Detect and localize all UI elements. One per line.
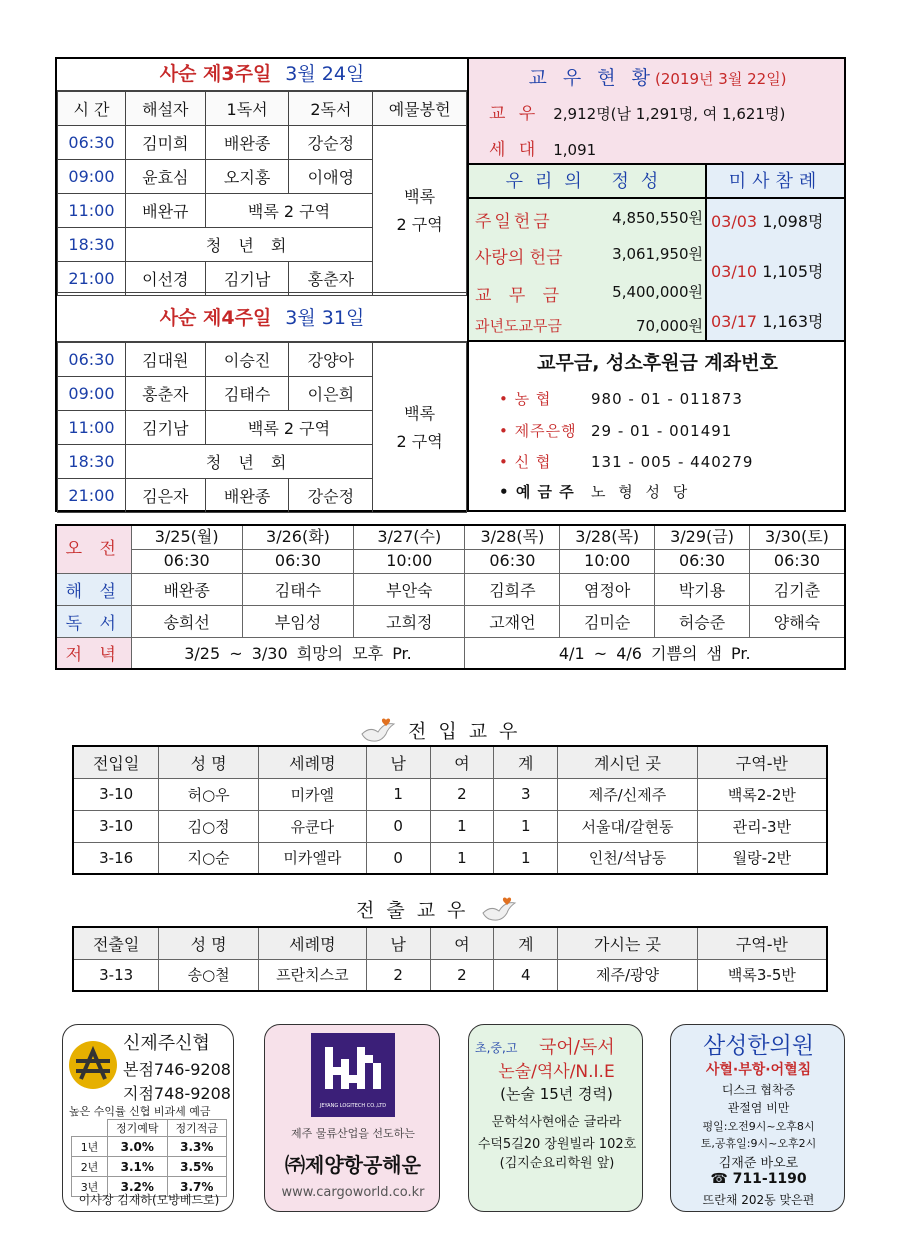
week3-schedule-table (57, 91, 467, 296)
credit-union-note: 높은 수익률 신협 비과세 예금 (69, 1105, 211, 1118)
header-cell: 여 (430, 746, 494, 778)
table-row (58, 343, 467, 377)
clinic-hours2: 토,공휴일:9시~오후2시 (700, 1137, 817, 1150)
parishioner-status-panel (467, 59, 844, 165)
account-number: 980 - 01 - 011873 (591, 390, 743, 408)
offerings-title: 우리의 정성 (469, 165, 707, 199)
outgoing-title: 전출교우 (356, 899, 478, 922)
offering-line1: 백록 (404, 403, 436, 423)
attendance-count: 1,098명 (762, 212, 824, 231)
cell: 0 (366, 842, 430, 874)
time-cell: 11:00 (58, 194, 126, 228)
time-cell: 06:30 (58, 343, 126, 377)
name-cell: 오지홍 (205, 160, 289, 194)
cell: 송○철 (159, 959, 259, 991)
credit-union-rate-table (71, 1119, 227, 1197)
academy-ad (468, 1024, 643, 1212)
cell: 2년 (72, 1157, 108, 1177)
header-cell: 남 (366, 746, 430, 778)
header-reading1: 1독서 (205, 92, 289, 126)
cell: 2 (366, 959, 430, 991)
cell: 3.0% (108, 1137, 168, 1157)
week4-schedule-table (57, 342, 467, 513)
clinic-specialty: 사혈·부항·어혈침 (705, 1062, 812, 1078)
time-cell: 09:00 (58, 160, 126, 194)
cell: 3-13 (73, 959, 159, 991)
bank-name-text: 신 협 (514, 453, 552, 471)
header-cell: 세례명 (259, 746, 367, 778)
cell: 제주/신제주 (558, 778, 698, 810)
name-cell: 김기남 (125, 411, 205, 445)
mass-schedule-box (55, 57, 846, 512)
offering-value: 4,850,550원 (612, 209, 703, 227)
time-cell: 18:30 (58, 228, 126, 262)
name-cell: 박기용 (655, 573, 750, 605)
account-holder: 노 형 성 당 (591, 483, 692, 501)
cell: 1 (430, 842, 494, 874)
name-cell: 홍춘자 (125, 377, 205, 411)
cell: 1 (366, 778, 430, 810)
clinic-doctor: 김재준 바오로 (718, 1156, 799, 1171)
name-cell: 부안숙 (354, 573, 465, 605)
cell: 1년 (72, 1137, 108, 1157)
time-cell: 06:30 (58, 126, 126, 160)
weekday-date: 3/27(수) (354, 525, 465, 549)
incoming-title-wrap (358, 716, 529, 748)
name-cell: 이은희 (289, 377, 373, 411)
logistics-logo-text: JEYANG LOGITECH CO.,LTD (319, 1103, 387, 1109)
account-number: 131 - 005 - 440279 (591, 453, 754, 471)
parishioner-status-date: (2019년 3월 22일) (655, 70, 787, 88)
clinic-joint: 관절염 비만 (727, 1101, 790, 1115)
cell: 1 (494, 842, 558, 874)
offering-item (475, 243, 703, 268)
header-cell: 세례명 (259, 927, 367, 959)
table-row (72, 1157, 227, 1177)
header-cell: 남 (366, 927, 430, 959)
cell: 1 (430, 810, 494, 842)
logistics-logo-icon (311, 1033, 395, 1117)
outgoing-title-wrap (356, 895, 519, 927)
name-cell: 김은자 (125, 479, 205, 513)
table-row (73, 842, 827, 874)
cell: 3년 (72, 1177, 108, 1197)
weekday-time: 06:30 (131, 549, 242, 573)
name-cell: 김기남 (205, 262, 289, 296)
table-row (73, 959, 827, 991)
account-holder-text: 예 금 주 (515, 483, 575, 501)
name-cell: 고희정 (354, 605, 465, 637)
week4-label: 사순 제4주일 (159, 307, 272, 329)
account-item (499, 388, 743, 409)
bank-name-text: 농 협 (514, 390, 552, 408)
weekday-mass-table (55, 524, 846, 670)
cell: 3.1% (108, 1157, 168, 1177)
academy-subjects2: 논술/역사/N.I.E (498, 1062, 615, 1082)
logistics-ad (264, 1024, 440, 1212)
name-cell: 부임성 (242, 605, 353, 637)
bank-accounts-panel (467, 342, 844, 510)
clinic-ad (670, 1024, 845, 1212)
academy-address: 수덕5길20 장원빌라 102호(김지순요리학원 앞) (477, 1137, 637, 1171)
bank-name: • 신 협 (499, 453, 552, 471)
name-cell: 김태수 (205, 377, 289, 411)
name-cell: 강양아 (289, 343, 373, 377)
youth-cell: 청 년 회 (125, 445, 372, 479)
name-cell: 김미희 (125, 126, 205, 160)
dove-icon (358, 716, 398, 748)
bank-accounts-title: 교무금, 성소후원금 계좌번호 (537, 352, 778, 374)
members-row (489, 99, 785, 124)
header-cell: 구역-반 (697, 746, 827, 778)
attendance-date: 03/10 (711, 262, 758, 281)
name-cell: 배완종 (205, 126, 289, 160)
name-cell: 강순정 (289, 126, 373, 160)
cell: 3.7% (167, 1177, 227, 1197)
weekday-date: 3/29(금) (655, 525, 750, 549)
cell: 월랑-2반 (697, 842, 827, 874)
name-cell: 배완종 (131, 573, 242, 605)
bank-name: • 농 협 (499, 390, 552, 408)
clinic-disk: 디스크 협착증 (721, 1083, 796, 1097)
cell: 허○우 (159, 778, 259, 810)
academy-experience: (논술 15년 경력) (500, 1085, 613, 1103)
offering-label: 과년도교무금 (475, 317, 562, 335)
attendance-item (711, 209, 823, 232)
header-cell: 구역-반 (697, 927, 827, 959)
account-number: 29 - 01 - 001491 (591, 422, 733, 440)
weekday-date: 3/25(월) (131, 525, 242, 549)
header-cell: 계 (494, 927, 558, 959)
logistics-url: www.cargoworld.co.kr (281, 1185, 425, 1200)
name-cell: 김미순 (560, 605, 655, 637)
time-cell: 09:00 (58, 377, 126, 411)
academy-level: 초,중,고 (475, 1041, 518, 1055)
bank-name: • 제주은행 (499, 422, 577, 440)
parishioner-status-title (469, 63, 846, 90)
week3-label: 사순 제3주일 (159, 63, 272, 85)
cell: 백록3-5반 (697, 959, 827, 991)
household-row (489, 135, 596, 160)
header-cell: 전입일 (73, 746, 159, 778)
table-row (73, 810, 827, 842)
header-cell: 성 명 (159, 746, 259, 778)
members-label: 교 우 (489, 104, 540, 124)
cell: 미카엘라 (259, 842, 367, 874)
weekday-time: 06:30 (655, 549, 750, 573)
table-row (73, 778, 827, 810)
cell: 백록2-2반 (697, 778, 827, 810)
household-value: 1,091 (553, 141, 597, 159)
attendance-date: 03/17 (711, 312, 758, 331)
cell: 2 (430, 778, 494, 810)
cell: 서울대/갈현동 (558, 810, 698, 842)
household-label: 세 대 (489, 140, 540, 160)
offering-cell (373, 343, 467, 513)
youth-cell: 청 년 회 (125, 228, 372, 262)
weekday-date-row (56, 525, 845, 549)
name-cell: 고재언 (465, 605, 560, 637)
weekday-time-row (56, 549, 845, 573)
weekday-date: 3/28(목) (465, 525, 560, 549)
header-cell: 여 (430, 927, 494, 959)
name-cell: 배완규 (125, 194, 205, 228)
header-time: 시 간 (58, 92, 126, 126)
name-cell: 양해숙 (749, 605, 845, 637)
account-item (499, 451, 753, 472)
members-value: 2,912명(남 1,291명, 여 1,621명) (553, 105, 786, 123)
clinic-hours1: 평일:오전9시~오후8시 (702, 1120, 815, 1133)
offering-value: 70,000원 (636, 317, 703, 335)
table-header-row (72, 1120, 227, 1137)
name-cell: 홍춘자 (289, 262, 373, 296)
account-item (499, 420, 732, 441)
logistics-slogan: 제주 물류산업을 선도하는 (291, 1127, 415, 1140)
header-cell: 계시던 곳 (558, 746, 698, 778)
name-cell: 김태수 (242, 573, 353, 605)
weekday-time: 06:30 (465, 549, 560, 573)
credit-union-name: 신제주신협 (123, 1033, 210, 1054)
week4-date: 3월 31일 (285, 307, 365, 329)
cell: 3.5% (167, 1157, 227, 1177)
name-cell: 김희주 (465, 573, 560, 605)
offering-value: 5,400,000원 (612, 283, 703, 301)
evening-group: 4/1 ~ 4/6 기쁨의 샘 Pr. (465, 637, 845, 669)
evening-label: 저 녁 (56, 637, 131, 669)
credit-union-logo-icon (67, 1039, 119, 1091)
offering-label: 사랑의 헌금 (475, 248, 563, 268)
offering-item (475, 207, 703, 232)
clinic-name: 삼성한의원 (702, 1033, 815, 1059)
merged-cell: 백록 2 구역 (205, 194, 373, 228)
credit-union-branch2: 지점748-9208 (123, 1084, 231, 1103)
header-cell: 전출일 (73, 927, 159, 959)
incoming-title: 전입교우 (408, 720, 530, 743)
academy-subjects1: 국어/독서 (539, 1037, 615, 1058)
offerings-panel (467, 165, 707, 342)
offering-label: 교 무 금 (475, 286, 566, 306)
name-cell: 이애영 (289, 160, 373, 194)
academy-teacher: 문학석사현애순 글라라 (491, 1115, 622, 1130)
cell: 프란치스코 (259, 959, 367, 991)
cell: 미카엘 (259, 778, 367, 810)
incoming-table (72, 745, 828, 875)
header-cell: 성 명 (159, 927, 259, 959)
cell: 관리-3반 (697, 810, 827, 842)
attendance-item (711, 309, 823, 332)
account-item (499, 481, 691, 502)
name-cell: 송희선 (131, 605, 242, 637)
commentator-row (56, 573, 845, 605)
reader-row (56, 605, 845, 637)
dove-icon (479, 895, 519, 927)
cell: 3-10 (73, 778, 159, 810)
weekday-time: 10:00 (560, 549, 655, 573)
cell: 제주/광양 (558, 959, 698, 991)
name-cell: 윤효심 (125, 160, 205, 194)
header-reading2: 2독서 (289, 92, 373, 126)
building-blocks-icon (311, 1033, 395, 1103)
reader-label: 독 서 (56, 605, 131, 637)
offering-item (475, 315, 703, 336)
cell: 유쿤다 (259, 810, 367, 842)
credit-union-chair: 이사장 김재하(모방베드로) (78, 1193, 220, 1207)
header-cell: 가시는 곳 (558, 927, 698, 959)
time-cell: 21:00 (58, 262, 126, 296)
cell: 인천/석남동 (558, 842, 698, 874)
cell: 3.3% (167, 1137, 227, 1157)
evening-row (56, 637, 845, 669)
table-header-row (73, 927, 827, 959)
offering-item (475, 281, 703, 306)
header-cell: 정기예탁 (108, 1120, 168, 1137)
table-header-row (73, 746, 827, 778)
time-cell: 21:00 (58, 479, 126, 513)
attendance-count: 1,105명 (762, 262, 824, 281)
cell: 0 (366, 810, 430, 842)
offering-line2: 2 구역 (396, 431, 443, 451)
weekday-time: 06:30 (749, 549, 845, 573)
offering-line2: 2 구역 (396, 214, 443, 234)
outgoing-table (72, 926, 828, 992)
name-cell: 이승진 (205, 343, 289, 377)
credit-union-ad (62, 1024, 234, 1212)
name-cell: 이선경 (125, 262, 205, 296)
weekday-time: 06:30 (242, 549, 353, 573)
weekday-time: 10:00 (354, 549, 465, 573)
time-cell: 18:30 (58, 445, 126, 479)
header-commentator: 해설자 (125, 92, 205, 126)
commentator-label: 해 설 (56, 573, 131, 605)
evening-group: 3/25 ~ 3/30 희망의 모후 Pr. (131, 637, 465, 669)
morning-label: 오 전 (56, 525, 131, 573)
name-cell: 김대원 (125, 343, 205, 377)
header-cell: 정기적금 (167, 1120, 227, 1137)
header-offering: 예물봉헌 (373, 92, 467, 126)
offering-line1: 백록 (404, 186, 436, 206)
name-cell: 강순정 (289, 479, 373, 513)
table-header-row (58, 92, 467, 126)
weekday-date: 3/26(화) (242, 525, 353, 549)
cell: 지○순 (159, 842, 259, 874)
logistics-name: ㈜제양항공해운 (285, 1153, 421, 1177)
time-cell: 11:00 (58, 411, 126, 445)
cell: 3 (494, 778, 558, 810)
offering-label: 주일헌금 (475, 212, 553, 232)
mass-attendance-panel (707, 165, 844, 342)
parishioner-status-heading: 교 우 현 황 (528, 67, 656, 89)
mass-attendance-title: 미사참례 (707, 165, 844, 199)
table-row (58, 126, 467, 160)
weekday-date: 3/30(토) (749, 525, 845, 549)
clinic-location: 뜨란채 202동 맞은편 (702, 1193, 815, 1207)
attendance-count: 1,163명 (762, 312, 824, 331)
cell: 1 (494, 810, 558, 842)
clinic-phone: ☎ 711-1190 (710, 1171, 807, 1187)
cell: 3-10 (73, 810, 159, 842)
name-cell: 김기춘 (749, 573, 845, 605)
offering-value: 3,061,950원 (612, 245, 703, 263)
cell: 2 (430, 959, 494, 991)
cell: 3.2% (108, 1177, 168, 1197)
name-cell: 허승준 (655, 605, 750, 637)
cell: 3-16 (73, 842, 159, 874)
header-blank (72, 1120, 108, 1137)
week3-date: 3월 24일 (285, 63, 365, 85)
table-row (72, 1137, 227, 1157)
name-cell: 염정아 (560, 573, 655, 605)
week3-title (57, 59, 467, 91)
weekday-date: 3/28(목) (560, 525, 655, 549)
attendance-item (711, 259, 823, 282)
merged-cell: 백록 2 구역 (205, 411, 373, 445)
credit-union-branch1: 본점746-9208 (123, 1060, 231, 1079)
bank-name-text: 제주은행 (514, 422, 577, 440)
cell: 김○정 (159, 810, 259, 842)
offering-cell (373, 126, 467, 296)
cell: 4 (494, 959, 558, 991)
account-holder-label: • 예 금 주 (499, 483, 575, 501)
name-cell: 배완종 (205, 479, 289, 513)
header-cell: 계 (494, 746, 558, 778)
week4-title (57, 292, 467, 342)
attendance-date: 03/03 (711, 212, 758, 231)
